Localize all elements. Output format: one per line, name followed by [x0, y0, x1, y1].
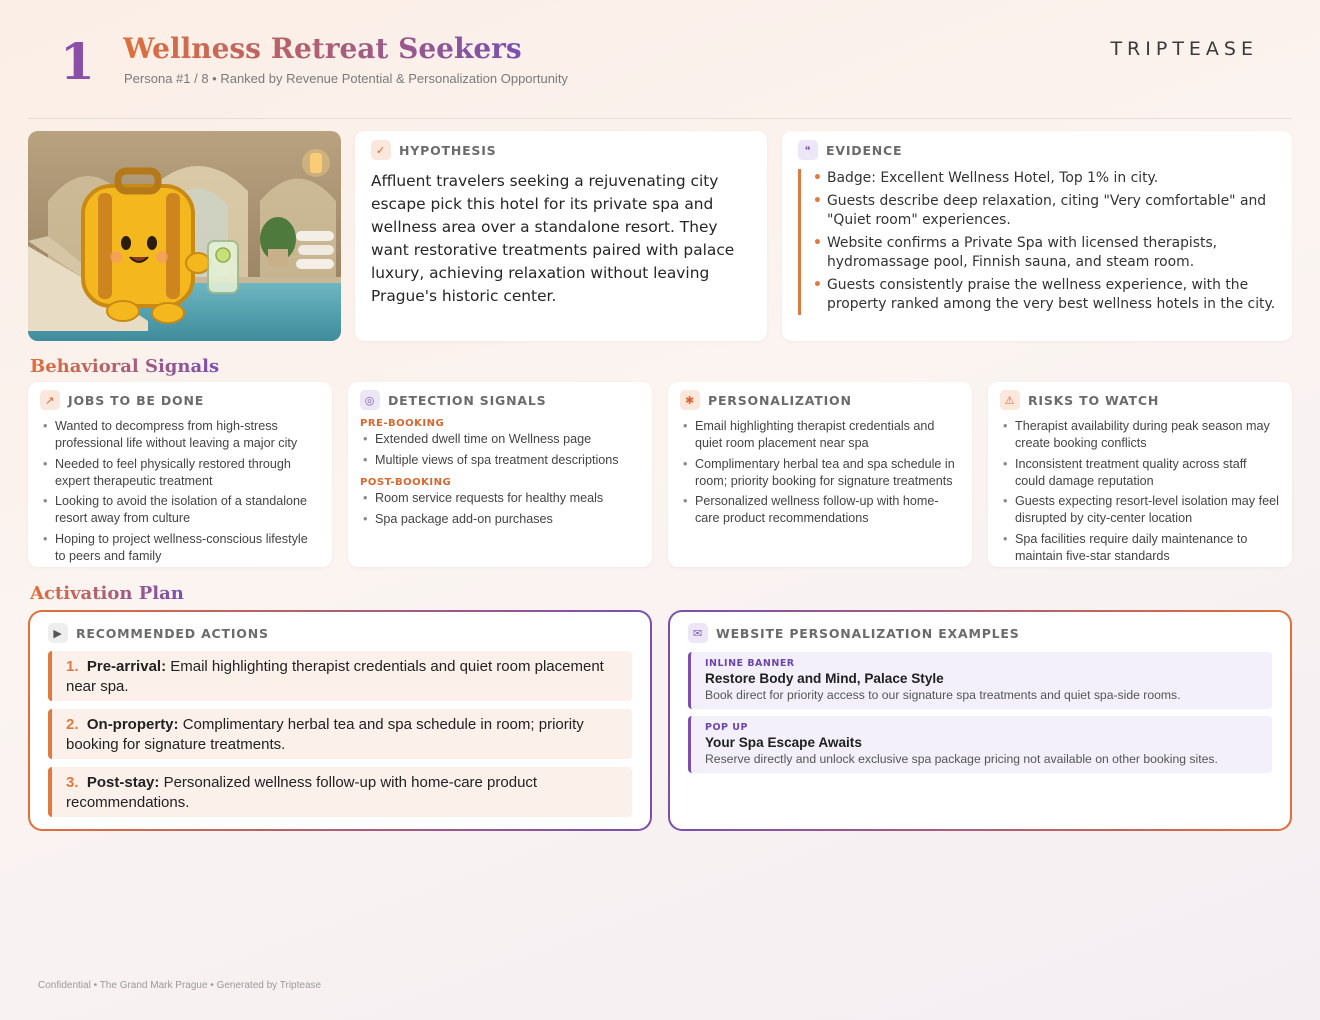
jobs-list: [40, 418, 320, 565]
hypothesis-card: [355, 131, 767, 341]
evidence-heading: EVIDENCE: [826, 142, 903, 158]
pre-booking-label: PRE-BOOKING: [360, 418, 445, 429]
jobs-header: [40, 390, 320, 410]
behavioral-section-title: Behavioral Signals: [30, 356, 220, 377]
hypothesis-header: [371, 140, 751, 160]
action-item: [48, 767, 632, 817]
examples-heading: WEBSITE PERSONALIZATION EXAMPLES: [716, 625, 1020, 641]
page-footer: Confidential • The Grand Mark Prague • Generated by Triptease: [38, 980, 322, 991]
list-item: • Guests expecting resort-level isolation may feel disrupted by city-center location: [1000, 493, 1280, 527]
activation-section-title: Activation Plan: [30, 583, 184, 604]
header-divider: [28, 118, 1292, 119]
list-item: • Spa facilities require daily maintenance to maintain five-star standards: [1000, 531, 1280, 565]
example-item: [688, 716, 1272, 773]
list-item: • Therapist availability during peak season may create booking conflicts: [1000, 418, 1280, 452]
list-item: • Hoping to project wellness-conscious lifestyle to peers and family: [40, 531, 320, 565]
action-number: 2.: [66, 716, 79, 733]
list-item: • Wanted to decompress from high-stress professional life without leaving a major city: [40, 418, 320, 452]
list-item: • Spa package add-on purchases: [360, 511, 640, 528]
action-text: Complimentary herbal tea and spa schedule in room; priority booking for signature treatments.: [66, 716, 584, 753]
personalization-heading: PERSONALIZATION: [708, 392, 852, 408]
check-icon: ✓: [371, 140, 391, 160]
pre-booking-list: [360, 431, 640, 469]
action-number: 1.: [66, 658, 79, 675]
personalization-header: [680, 390, 960, 410]
sparkle-icon: ✱: [680, 390, 700, 410]
list-item: • Multiple views of spa treatment descriptions: [360, 452, 640, 469]
hypothesis-heading: HYPOTHESIS: [399, 142, 497, 158]
target-icon: ◎: [360, 390, 380, 410]
post-booking-list: [360, 490, 640, 528]
personalization-card: [668, 382, 972, 567]
play-icon: ▶: [48, 623, 68, 643]
evidence-item: • Website confirms a Private Spa with licensed therapists, hydromassage pool, Finnish sauna, and steam room.: [813, 234, 1276, 273]
list-item: • Needed to feel physically restored through expert therapeutic treatment: [40, 456, 320, 490]
examples-header: [688, 623, 1272, 643]
example-desc: Book direct for priority access to our signature spa treatments and quiet spa-side rooms.: [705, 688, 1181, 702]
evidence-card: [782, 131, 1292, 341]
detection-heading: DETECTION SIGNALS: [388, 392, 547, 408]
example-tag: INLINE BANNER: [705, 658, 795, 669]
list-item: • Personalized wellness follow-up with home-care product recommendations: [680, 493, 960, 527]
suitcase-spa-illustration: [28, 131, 341, 341]
personalization-list: [680, 418, 960, 527]
brand-logo: TRIPTEASE: [1110, 38, 1258, 60]
risks-header: [1000, 390, 1280, 410]
risks-list: [1000, 418, 1280, 565]
risks-heading: RISKS TO WATCH: [1028, 392, 1160, 408]
recommended-actions-card: [28, 610, 652, 831]
list-item: • Inconsistent treatment quality across staff could damage reputation: [1000, 456, 1280, 490]
evidence-header: [798, 140, 1276, 160]
evidence-item: • Guests consistently praise the wellness experience, with the property ranked among the very best wellness hotels in the city.: [813, 276, 1276, 315]
evidence-item: • Guests describe deep relaxation, citing "Very comfortable" and "Quiet room" experiences.: [813, 192, 1276, 231]
detection-header: [360, 390, 640, 410]
arrow-up-right-icon: ↗: [40, 390, 60, 410]
actions-heading: RECOMMENDED ACTIONS: [76, 625, 269, 641]
page-title: Wellness Retreat Seekers: [123, 30, 522, 68]
evidence-item: • Badge: Excellent Wellness Hotel, Top 1% in city.: [813, 169, 1276, 189]
list-item: • Looking to avoid the isolation of a standalone resort away from culture: [40, 493, 320, 527]
action-key: Post-stay:: [86, 774, 160, 791]
jobs-card: [28, 382, 332, 567]
page-subtitle: Persona #1 / 8 • Ranked by Revenue Potential & Personalization Opportunity: [124, 71, 568, 86]
list-item: • Complimentary herbal tea and spa schedule in room; priority booking for signature treatments: [680, 456, 960, 490]
example-title: Your Spa Escape Awaits: [705, 735, 862, 750]
jobs-heading: JOBS TO BE DONE: [68, 392, 205, 408]
example-item: [688, 652, 1272, 709]
website-examples-card: [668, 610, 1292, 831]
actions-header: [48, 623, 632, 643]
quote-icon: ❝: [798, 140, 818, 160]
hypothesis-text: Affluent travelers seeking a rejuvenating city escape pick this hotel for its private spa and wellness area over a standalone resort. They want restorative treatments paired with palace luxury, achieving relaxation without leaving Prague's historic center.: [371, 172, 735, 305]
list-item: • Extended dwell time on Wellness page: [360, 431, 640, 448]
action-text: Personalized wellness follow-up with home-care product recommendations.: [66, 774, 538, 811]
action-key: On-property:: [86, 716, 179, 733]
action-item: [48, 651, 632, 701]
example-title: Restore Body and Mind, Palace Style: [705, 671, 944, 686]
example-tag: POP UP: [705, 722, 748, 733]
detection-card: [348, 382, 652, 567]
example-desc: Reserve directly and unlock exclusive spa package pricing not available on other booking sites.: [705, 752, 1218, 766]
list-item: • Email highlighting therapist credentials and quiet room placement near spa: [680, 418, 960, 452]
mail-icon: ✉: [688, 623, 708, 643]
action-item: [48, 709, 632, 759]
action-key: Pre-arrival:: [86, 658, 167, 675]
risks-card: [988, 382, 1292, 567]
list-item: • Room service requests for healthy meals: [360, 490, 640, 507]
persona-number: 1: [60, 32, 95, 91]
action-text: Email highlighting therapist credentials and quiet room placement near spa.: [66, 658, 604, 695]
post-booking-label: POST-BOOKING: [360, 477, 452, 488]
persona-illustration: [28, 131, 341, 341]
action-number: 3.: [66, 774, 79, 791]
evidence-list: [798, 169, 1276, 315]
warning-icon: ⚠: [1000, 390, 1020, 410]
